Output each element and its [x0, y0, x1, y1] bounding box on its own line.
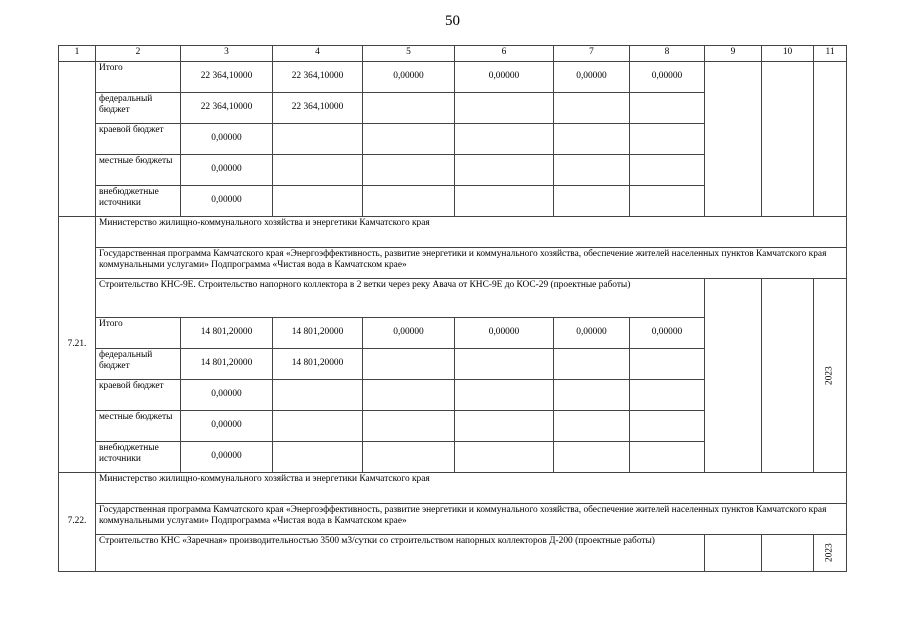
row-number-cell	[59, 62, 96, 217]
program-table	[58, 45, 847, 572]
value-cell: 14 801,20000	[273, 349, 363, 380]
header-cell: 5	[363, 46, 455, 62]
value-cell: 0,00000	[630, 62, 705, 93]
row-label: местные бюджеты	[96, 411, 181, 442]
header-cell: 4	[273, 46, 363, 62]
header-cell: 11	[814, 46, 847, 62]
value-cell: 0,00000	[363, 62, 455, 93]
table-row	[59, 535, 847, 572]
table-row	[59, 62, 847, 93]
page-number: 50	[445, 13, 460, 29]
value-cell: 0,00000	[181, 124, 273, 155]
ministry-text: Министерство жилищно-коммунального хозяйства и энергетики Камчатского края	[96, 217, 847, 248]
header-cell: 9	[705, 46, 762, 62]
table-row	[59, 217, 847, 248]
row-label: местные бюджеты	[96, 155, 181, 186]
table-row	[59, 279, 847, 318]
row-label: краевой бюджет	[96, 124, 181, 155]
empty-cell	[705, 535, 762, 572]
header-cell: 1	[59, 46, 96, 62]
program-text: Государственная программа Камчатского края «Энергоэффективность, развитие энергетики и коммунального хозяйства, обеспечение жителей населенных пунктов Камчатского края коммунальными услугами» Подпрограмма «Чистая вода в Камчатском крае»	[96, 504, 847, 535]
value-cell: 0,00000	[181, 442, 273, 473]
value-cell: 0,00000	[455, 62, 554, 93]
ministry-text: Министерство жилищно-коммунального хозяйства и энергетики Камчатского края	[96, 473, 847, 504]
table-row	[59, 504, 847, 535]
header-row	[59, 46, 847, 62]
value-cell: 22 364,10000	[181, 93, 273, 124]
header-cell: 3	[181, 46, 273, 62]
value-cell: 0,00000	[181, 380, 273, 411]
row-label: краевой бюджет	[96, 380, 181, 411]
empty-cell	[762, 279, 814, 473]
project-text: Строительство КНС «Заречная» производительностью 3500 м3/сутки со строительством напорных коллекторов Д-200 (проектные работы)	[96, 535, 705, 572]
value-cell: 0,00000	[181, 155, 273, 186]
value-cell: 14 801,20000	[273, 318, 363, 349]
value-cell: 0,00000	[455, 318, 554, 349]
empty-cell	[762, 535, 814, 572]
row-number: 7.22.	[59, 473, 96, 572]
value-cell: 14 801,20000	[181, 349, 273, 380]
row-number: 7.21.	[59, 217, 96, 473]
empty-cell	[705, 279, 762, 473]
row-label: Итого	[96, 318, 181, 349]
year-cell	[814, 279, 847, 473]
year-label: 2023	[824, 366, 835, 385]
row-label: внебюджетные источники	[96, 442, 181, 473]
header-cell: 6	[455, 46, 554, 62]
table-row	[59, 473, 847, 504]
year-cell	[814, 535, 847, 572]
value-cell: 22 364,10000	[273, 93, 363, 124]
project-text: Строительство КНС-9Е. Строительство напорного коллектора в 2 ветки через реку Авача от КНС-9Е до КОС-29 (проектные работы)	[96, 279, 705, 318]
table-row	[59, 248, 847, 279]
header-cell: 10	[762, 46, 814, 62]
row-label: Итого	[96, 62, 181, 93]
year-label: 2023	[824, 543, 835, 563]
program-text: Государственная программа Камчатского края «Энергоэффективность, развитие энергетики и коммунального хозяйства, обеспечение жителей населенных пунктов Камчатского края коммунальными услугами» Подпрограмма «Чистая вода в Камчатском крае»	[96, 248, 847, 279]
header-cell: 2	[96, 46, 181, 62]
value-cell: 0,00000	[363, 318, 455, 349]
row-label: федеральный бюджет	[96, 349, 181, 380]
empty-cell	[762, 62, 814, 217]
value-cell: 0,00000	[181, 411, 273, 442]
value-cell: 0,00000	[630, 318, 705, 349]
empty-cell	[814, 62, 847, 217]
value-cell: 22 364,10000	[273, 62, 363, 93]
value-cell: 0,00000	[554, 318, 630, 349]
value-cell: 0,00000	[554, 62, 630, 93]
row-label: внебюджетные источники	[96, 186, 181, 217]
header-cell: 7	[554, 46, 630, 62]
value-cell: 14 801,20000	[181, 318, 273, 349]
value-cell: 0,00000	[181, 186, 273, 217]
header-cell: 8	[630, 46, 705, 62]
row-label: федеральный бюджет	[96, 93, 181, 124]
value-cell: 22 364,10000	[181, 62, 273, 93]
empty-cell	[705, 62, 762, 217]
